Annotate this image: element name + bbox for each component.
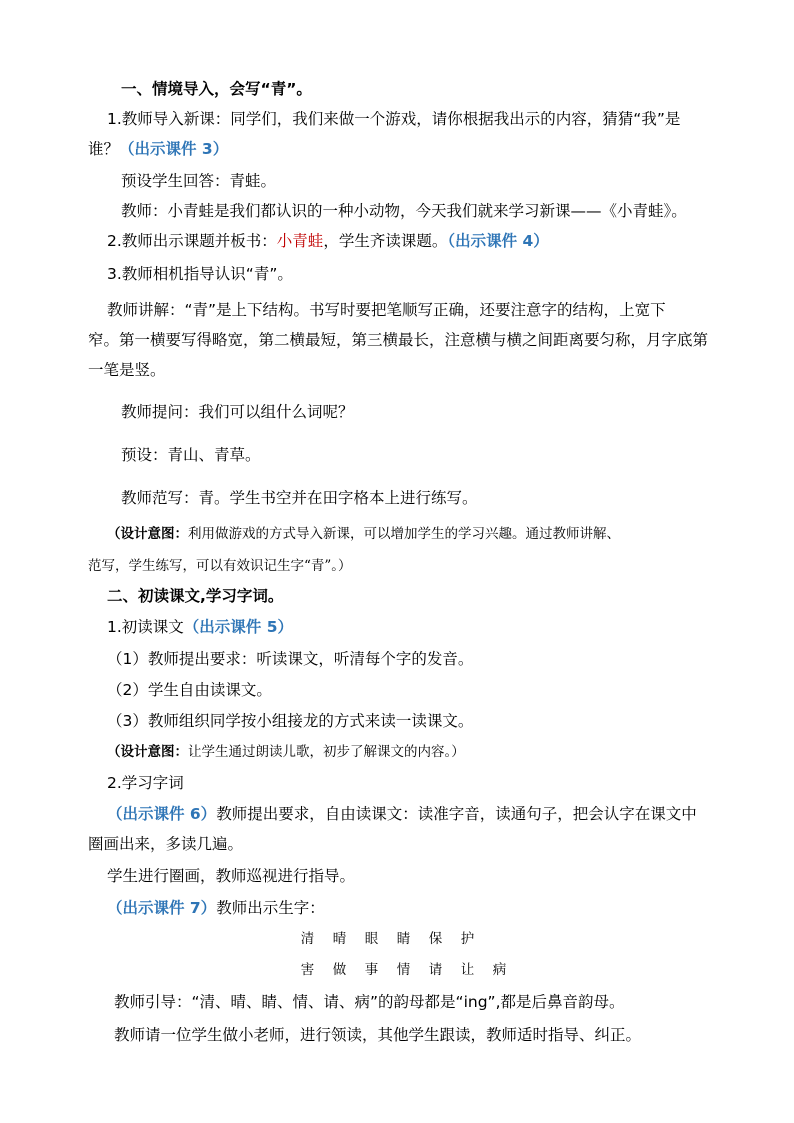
lesson-title-highlight: 小青蛙 xyxy=(276,232,324,250)
new-character: 清 xyxy=(300,931,316,947)
board-suffix: ，学生齐读课题。 xyxy=(323,232,448,250)
design-intent-2 xyxy=(107,742,465,762)
preset-answer-2: 预设：青山、青草。 xyxy=(121,446,261,464)
design-intent-1-line-2: 范写，学生练写，可以有效识记生字“青”。） xyxy=(88,558,352,574)
design-intent-label-1: （设计意图： xyxy=(107,526,188,542)
first-reading-label: 1.初读课文 xyxy=(107,618,184,636)
explain-line-2: 窄。第一横要写得略宽，第二横最短，第三横最长，注意横与横之间距离要匀称，月字底第 xyxy=(88,331,709,349)
new-character: 眼 xyxy=(364,931,380,947)
new-characters-row-1 xyxy=(292,929,484,949)
courseware-6-line-2: 圈画出来，多读几遍。 xyxy=(88,835,244,853)
new-character: 事 xyxy=(364,962,380,978)
new-character: 害 xyxy=(300,962,316,978)
design-intent-1-line-1 xyxy=(107,524,620,544)
courseware-6-text: 教师提出要求，自由读课文：读准字音，读通句子，把会认字在课文中 xyxy=(216,805,697,823)
design-intent-label-2: （设计意图： xyxy=(107,744,188,760)
courseware-7-text: 教师出示生字： xyxy=(216,899,325,917)
new-character: 睛 xyxy=(396,931,412,947)
explain-line-1: 教师讲解：“青”是上下结构。书写时要把笔顺写正确，还要注意字的结构，上宽下 xyxy=(107,301,666,319)
teacher-question: 教师提问：我们可以组什么词呢？ xyxy=(121,403,354,421)
courseware-7-line xyxy=(107,898,325,918)
learn-words-heading: 2.学习字词 xyxy=(107,774,184,792)
teacher-statement-1: 教师：小青蛙是我们都认识的一种小动物，今天我们就来学习新课——《小青蛙》。 xyxy=(121,202,687,220)
new-character: 情 xyxy=(396,962,412,978)
teacher-demo-writing: 教师范写：青。学生书空并在田字格本上进行练写。 xyxy=(121,489,478,507)
intro-question-text: 谁？ xyxy=(88,140,120,158)
first-reading-heading xyxy=(107,617,293,637)
design-intent-2-text: 让学生通过朗读儿歌，初步了解课文的内容。） xyxy=(188,744,465,760)
paragraph-guide-qing: 3.教师相机指导认识“青”。 xyxy=(107,265,293,283)
section-2-heading: 二、初读课文,学习字词。 xyxy=(107,587,284,605)
new-character: 请 xyxy=(428,962,444,978)
new-character: 做 xyxy=(332,962,348,978)
courseware-tag-5: （出示课件 5） xyxy=(183,618,293,636)
board-prefix: 2.教师出示课题并板书： xyxy=(107,232,277,250)
new-character: 保 xyxy=(428,931,444,947)
new-characters-row-2 xyxy=(292,960,516,980)
teacher-guidance-rhyme: 教师引导：“清、晴、睛、情、请、病”的韵母都是“ing”,都是后鼻音韵母。 xyxy=(114,993,625,1011)
courseware-tag-4: （出示课件 4） xyxy=(447,232,549,250)
courseware-tag-3: （出示课件 3） xyxy=(119,140,229,158)
step-3: （3）教师组织同学按小组接龙的方式来读一读课文。 xyxy=(107,712,474,730)
new-character: 晴 xyxy=(332,931,348,947)
courseware-6-line-1 xyxy=(107,804,697,824)
new-character: 病 xyxy=(492,962,508,978)
paragraph-title-board xyxy=(107,231,549,251)
student-lead-reading: 教师请一位学生做小老师，进行领读，其他学生跟读，教师适时指导、纠正。 xyxy=(114,1026,642,1044)
paragraph-intro-line-1: 1.教师导入新课：同学们，我们来做一个游戏，请你根据我出示的内容，猜猜“我”是 xyxy=(107,110,681,128)
courseware-tag-7: （出示课件 7） xyxy=(107,899,217,917)
students-circle: 学生进行圈画，教师巡视进行指导。 xyxy=(107,867,356,885)
step-1: （1）教师提出要求：听读课文，听清每个字的发音。 xyxy=(107,650,474,668)
preset-answer-1: 预设学生回答：青蛙。 xyxy=(121,172,277,190)
new-character: 护 xyxy=(460,931,476,947)
paragraph-intro-line-2 xyxy=(88,139,228,159)
section-1-heading: 一、情境导入，会写“青”。 xyxy=(121,80,312,98)
explain-line-3: 一笔是竖。 xyxy=(88,361,166,379)
courseware-tag-6: （出示课件 6） xyxy=(107,805,217,823)
step-2: （2）学生自由读课文。 xyxy=(107,681,272,699)
design-intent-1-text: 利用做游戏的方式导入新课，可以增加学生的学习兴趣。通过教师讲解、 xyxy=(188,526,620,542)
new-character: 让 xyxy=(460,962,476,978)
